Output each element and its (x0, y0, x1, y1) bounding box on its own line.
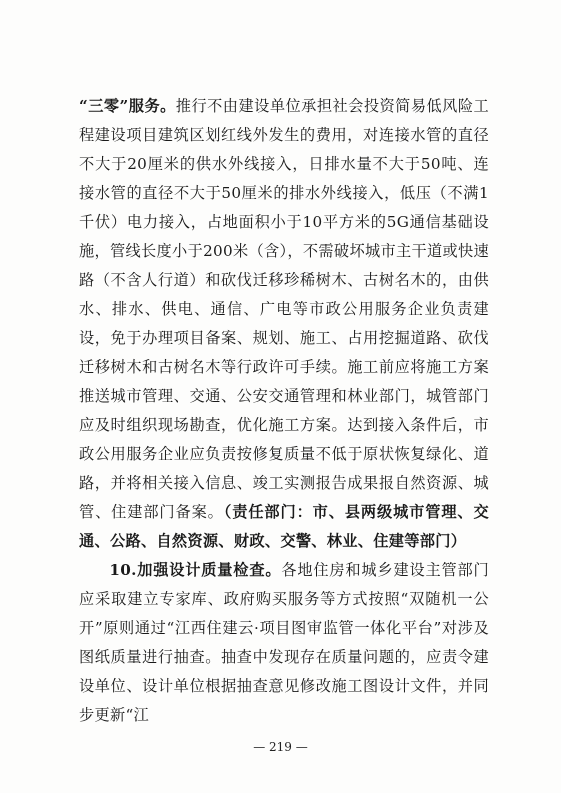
responsibility-note: （责任部门：市、县两级城市管理、交通、公路、自然资源、财政、交警、林业、住建等部门） (79, 503, 490, 550)
document-body (79, 92, 489, 730)
paragraph-text: 推行不由建设单位承担社会投资简易低风险工程建设项目建筑区划红线外发生的费用，对连接水管的直径不大于20厘米的供水外线接入，日排水量不大于50吨、连接水管的直径不大于50厘米的排水外线接入，低压（不满1千伏）电力接入，占地面积小于10平方米的5G通信基础设施，管线长度小于200米（含），不需破坏城市主干道或快速路（不含人行道）和砍伐迁移珍稀树木、古树名木的，由供水、排水、供电、通信、广电等市政公用服务企业负责建设，免于办理项目备案、规划、施工、占用挖掘道路、砍伐迁移树木和古树名木等行政许可手续。施工前应将施工方案推送城市管理、交通、公安交通管理和林业部门，城管部门应及时组织现场勘查，优化施工方案。达到接入条件后，市政公用服务企业应负责按修复质量不低于原状恢复绿化、道路，并将相关接入信息、竣工实测报告成果报自然资源、城管、住建部门备案。 (79, 97, 490, 521)
page-number: — 219 — (253, 740, 308, 754)
paragraph-design-quality-check (79, 556, 489, 730)
paragraph-lead: 10.加强设计质量检查。 (109, 561, 282, 579)
paragraph-san-ling-service (79, 92, 489, 556)
paragraph-lead: “三零”服务。 (79, 97, 176, 115)
paragraph-text: 各地住房和城乡建设主管部门应采取建立专家库、政府购买服务等方式按照“双随机一公开”原则通过“江西住建云·项目图审监管一体化平台”对涉及图纸质量进行抽查。抽查中发现存在质量问题的，应责令建设单位、设计单位根据抽查意见修改施工图设计文件，并同步更新“江 (79, 561, 489, 724)
